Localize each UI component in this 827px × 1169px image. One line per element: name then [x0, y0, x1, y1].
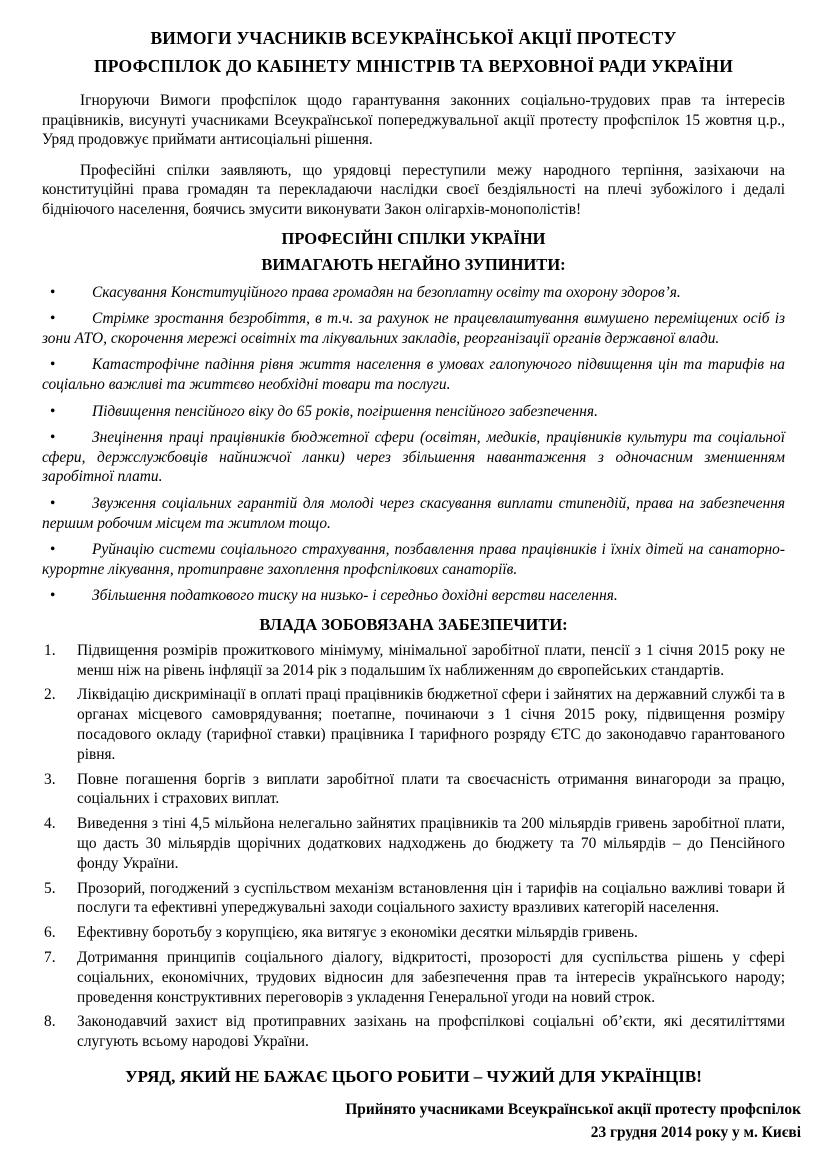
list-item-text: Збільшення податкового тиску на низько- і середньо дохідні верстви населення. [92, 587, 618, 605]
list-item [42, 309, 785, 348]
bullet-marker: • [50, 402, 56, 420]
section-heading-must-ensure: ВЛАДА ЗОБОВЯЗАНА ЗАБЕЗПЕЧИТИ: [259, 614, 568, 634]
list-item-text: Звуження соціальних гарантій для молоді через скасування виплати стипендій, права на забезпечення першим робочим місцем та житлом тощо. [42, 494, 785, 532]
section-heading-demand-stop: ВИМАГАЮТЬ НЕГАЙНО ЗУПИНИТИ: [261, 254, 566, 274]
closing-slogan: УРЯД, ЯКИЙ НЕ БАЖАЄ ЦЬОГО РОБИТИ – ЧУЖИЙ ДЛЯ УКРАЇНЦІВ! [125, 1067, 702, 1087]
list-item-text: Руйнацію системи соціального страхування, позбавлення права працівників і їхніх дітей на санаторно-курортне лікування, протиправне захоплення профспілкових санаторіїв. [42, 541, 785, 578]
list-item-text: Виведення з тіні 4,5 мільйона нелегально зайнятих працівників та 200 мільярдів гривень заробітної плати, що дасть 30 мільярдів щорічних додаткових надходжень до бюджету та 70 мільярдів – до Пенсійного фонду України. [77, 815, 785, 872]
bullet-marker: • [50, 310, 56, 328]
list-item [42, 1012, 785, 1052]
list-item [42, 540, 785, 579]
bullet-marker: • [50, 541, 56, 559]
intro-paragraph-1: Ігноруючи Вимоги профспілок щодо гарантування законних соціально-трудових прав та інтересів працівників, висунуті учасниками Всеукраїнської попереджувальної акції протесту профспілок 15 жовтня ц.р., Уряд продовжує приймати антисоціальні рішення. [42, 92, 785, 149]
list-item-text: Знецінення праці працівників бюджетної сфери (освітян, медиків, працівників культури та соціальної сфери, держслужбовців найнижчої ланки) через збільшення навантаження з одночасним зменшенням заробітної плати. [42, 429, 785, 486]
demands-ensure-list [42, 641, 785, 1052]
section-heading-unions: ПРОФЕСІЙНІ СПІЛКИ УКРАЇНИ [281, 228, 546, 248]
item-number: 6. [44, 924, 56, 942]
document-title [42, 24, 785, 80]
list-item [42, 355, 785, 394]
list-item [42, 879, 785, 919]
list-item [42, 402, 785, 422]
list-item-text: Повне погашення боргів з виплати заробітної плати та своєчасність отримання винагороди за працю, соціальних і страхових виплат. [77, 770, 785, 808]
item-number: 3. [44, 770, 56, 788]
bullet-marker: • [50, 587, 56, 605]
list-item-text: Дотримання принципів соціального діалогу, відкритості, прозорості для суспільства рішень у сфері соціальних, економічних, трудових відносин для забезпечення прав та інтересів українського народу; проведення конструктивних переговорів з укладення Генеральної угоди на новий строк. [77, 949, 785, 1006]
list-item-text: Прозорий, погоджений з суспільством механізм встановлення цін і тарифів на соціально важливі товари й послуги та ефективні упереджувальні заходи соціального захисту вразливих категорій населення. [77, 879, 785, 917]
list-item [42, 494, 785, 533]
list-item [42, 923, 785, 943]
adoption-note-line-2: 23 грудня 2014 року у м. Києві [590, 1124, 801, 1142]
list-item-text: Катастрофічне падіння рівня життя населення в умовах галопуючого підвищення цін та тарифів на соціально важливі та життєво необхідні товари та послуги. [42, 356, 785, 393]
item-number: 1. [44, 641, 56, 659]
list-item-text: Ефективну боротьбу з корупцією, яка витягує з економіки десятки мільярдів гривень. [77, 924, 638, 942]
list-item [42, 283, 785, 303]
list-item-text: Законодавчий захист від протиправних зазіхань на профспілкові соціальні об’єкти, які десятиліттями слугують всьому народові України. [77, 1013, 785, 1051]
document-title-line-2: ПРОФСПІЛОК ДО КАБІНЕТУ МІНІСТРІВ ТА ВЕРХОВНОЇ РАДИ УКРАЇНИ [93, 56, 734, 76]
bullet-marker: • [50, 494, 56, 512]
list-item-text: Скасування Конституційного права громадян на безоплатну освіту та охорону здоров’я. [92, 283, 681, 301]
demands-stop-list [42, 283, 785, 606]
bullet-marker: • [50, 356, 56, 374]
list-item [42, 586, 785, 606]
list-item-text: Стрімке зростання безробіття, в т.ч. за рахунок не працевлаштування вимушено переміщених осіб із зони АТО, скорочення мережі освітніх та лікувальних закладів, реорганізації органів державної влади. [42, 310, 785, 347]
item-number: 5. [44, 879, 56, 897]
adoption-note [42, 1098, 801, 1144]
item-number: 4. [44, 815, 56, 833]
bullet-marker: • [50, 283, 56, 301]
list-item-text: Підвищення пенсійного віку до 65 років, погіршення пенсійного забезпечення. [92, 402, 598, 420]
list-item [42, 641, 785, 681]
item-number: 2. [44, 686, 56, 704]
adoption-note-line-1: Прийнято учасниками Всеукраїнської акції протесту профспілок [345, 1101, 801, 1119]
item-number: 7. [44, 949, 56, 967]
list-item [42, 770, 785, 810]
item-number: 8. [44, 1013, 56, 1031]
list-item [42, 948, 785, 1007]
intro-paragraph-2: Професійні спілки заявляють, що урядовці переступили межу народного терпіння, зазіхаючи на конституційні права громадян та перекладаючи наслідки своєї бездіяльності на плечі зубожілого і дедалі бідніючого населення, боячись змусити виконувати Закон олігархів-монополістів! [42, 161, 785, 218]
bullet-marker: • [50, 429, 56, 447]
document-title-line-1: ВИМОГИ УЧАСНИКІВ ВСЕУКРАЇНСЬКОЇ АКЦІЇ ПРОТЕСТУ [150, 28, 677, 48]
list-item-text: Підвищення розмірів прожиткового мінімуму, мінімальної заробітної плати, пенсії з 1 січня 2015 року не менш ніж на рівень інфляції за 2014 рік з подальшим їх наближенням до європейських стандартів. [77, 641, 785, 679]
list-item [42, 685, 785, 764]
list-item-text: Ліквідацію дискримінації в оплаті праці працівників бюджетної сфери і зайнятих на державний службі та в органах місцевого самоврядування; поетапне, починаючи з 1 січня 2015 року, підвищення розміру посадового окладу (тарифної ставки) працівника І тарифного розряду ЄТС до законодавчо гарантованого рівня. [77, 686, 785, 763]
list-item [42, 814, 785, 873]
list-item [42, 428, 785, 487]
